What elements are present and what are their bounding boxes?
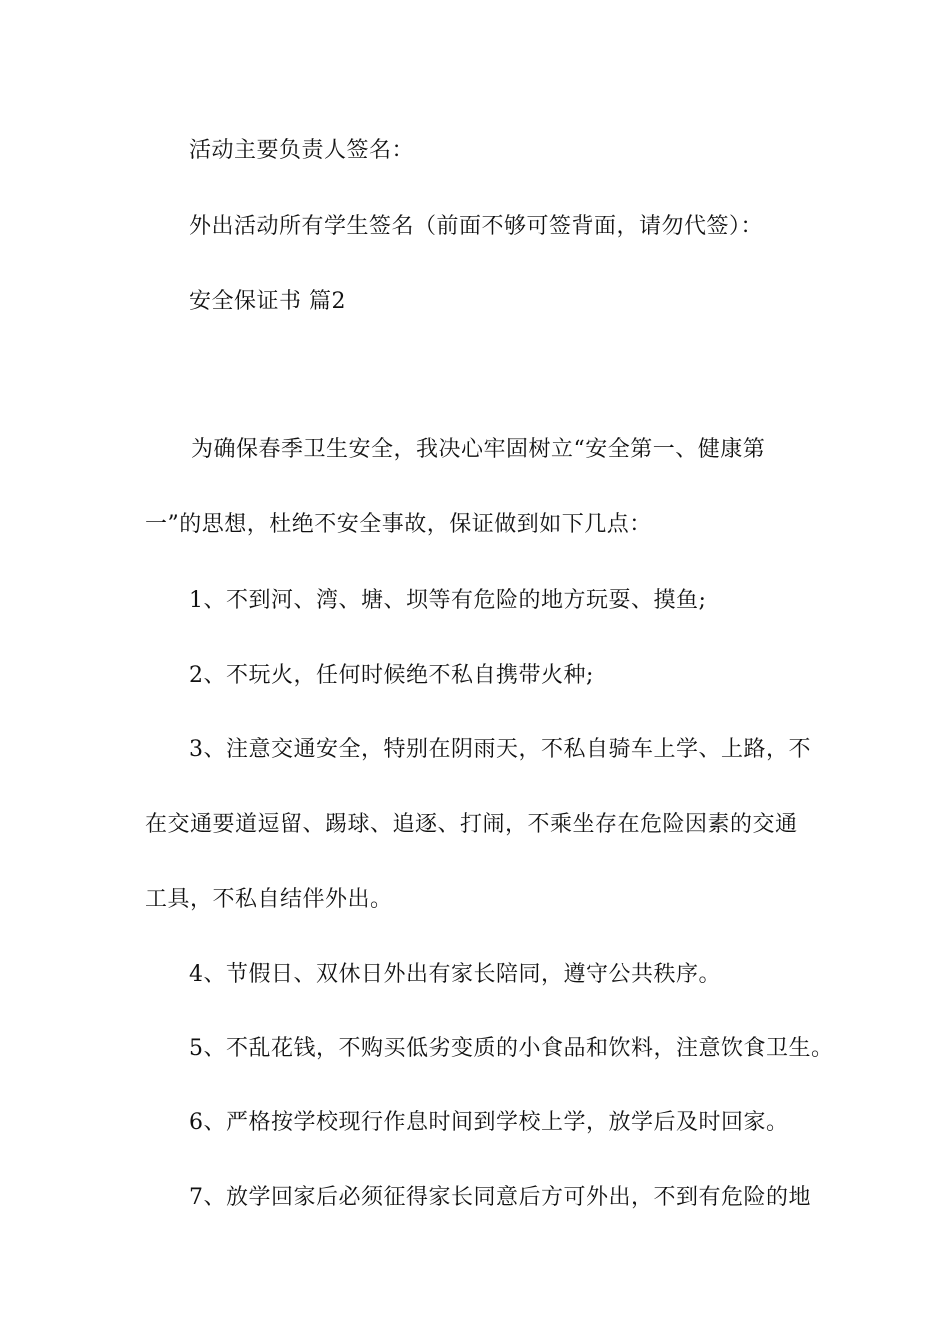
paragraph-intro-line-2: 一”的思想，杜绝不安全事故，保证做到如下几点： bbox=[145, 512, 652, 537]
list-item-3-line-3: 工具，不私自结伴外出。 bbox=[145, 887, 393, 912]
list-item-2: 2、不玩火，任何时候绝不私自携带火种; bbox=[189, 663, 594, 688]
list-item-5: 5、不乱花钱，不购买低劣变质的小食品和饮料，注意饮食卫生。 bbox=[189, 1036, 834, 1061]
list-item-1: 1、不到河、湾、塘、坝等有危险的地方玩耍、摸鱼; bbox=[189, 588, 707, 613]
list-item-3-line-1: 3、注意交通安全，特别在阴雨天，不私自骑车上学、上路，不 bbox=[189, 737, 811, 762]
signature-line-leader: 活动主要负责人签名： bbox=[189, 138, 415, 163]
list-item-7-line-1: 7、放学回家后必须征得家长同意后方可外出，不到有危险的地 bbox=[189, 1185, 811, 1210]
list-item-4: 4、节假日、双休日外出有家长陪同，遵守公共秩序。 bbox=[189, 962, 721, 987]
list-item-6: 6、严格按学校现行作息时间到学校上学，放学后及时回家。 bbox=[189, 1110, 789, 1135]
paragraph-intro-line-1: 为确保春季卫生安全，我决心牢固树立“安全第一、健康第 bbox=[191, 437, 766, 462]
signature-line-students: 外出活动所有学生签名（前面不够可签背面，请勿代签）： bbox=[189, 214, 764, 239]
list-item-3-line-2: 在交通要道逗留、踢球、追逐、打闹，不乘坐存在危险因素的交通 bbox=[145, 812, 798, 837]
section-heading: 安全保证书 篇2 bbox=[189, 289, 346, 314]
